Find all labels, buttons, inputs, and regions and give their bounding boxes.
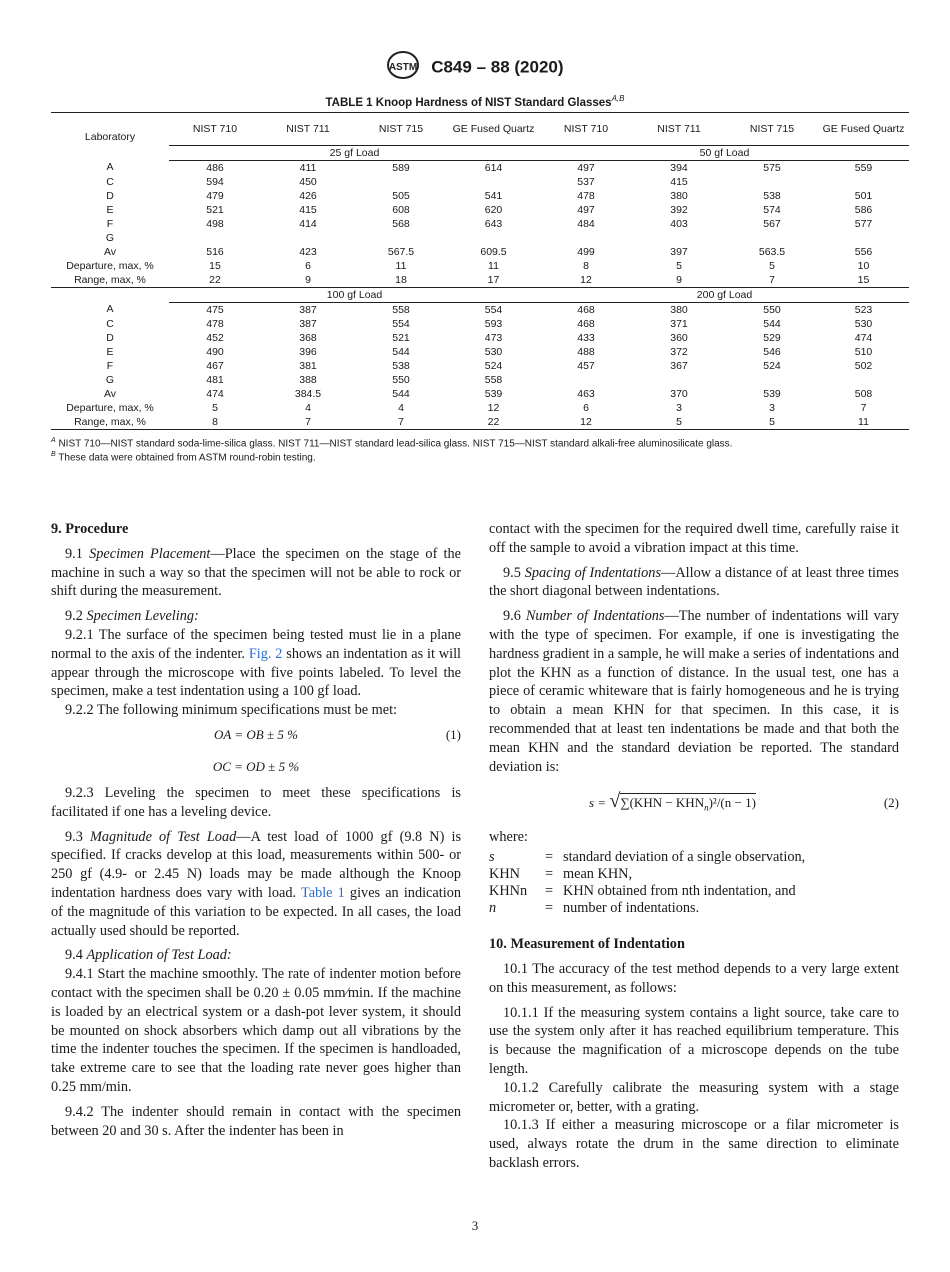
table-cell: 12: [540, 415, 632, 430]
table-cell: 5: [212, 401, 218, 414]
table-cell: 17: [487, 273, 500, 286]
table-footnote-b: $^B$ These data were obtained from ASTM round-robin testing.: [51, 451, 316, 464]
section-10-heading: 10. Measurement of Indentation: [489, 936, 685, 953]
table-cell: [632, 231, 726, 245]
table-cell: 516: [206, 245, 224, 258]
load-row: [51, 287, 909, 302]
table-cell: [726, 175, 818, 189]
table-cell: 368: [299, 331, 317, 344]
table-cell: 372: [670, 345, 688, 358]
row-label: F: [106, 359, 114, 372]
table-cell: [632, 373, 726, 387]
column-header: NIST 710: [192, 122, 238, 135]
table-cell: 544: [392, 345, 410, 358]
load-label-left: 100 gf Load: [169, 287, 540, 302]
table-cell: 530: [854, 317, 873, 330]
table-cell: 538: [763, 189, 781, 202]
table-cell: 575: [763, 161, 781, 174]
table-cell: 497: [577, 203, 595, 216]
table-cell: 3: [676, 401, 682, 414]
equation-1b: OC = OD ± 5 %: [212, 758, 300, 774]
table-row: [51, 245, 909, 259]
table-cell: 387: [299, 317, 317, 330]
page-header: [0, 50, 950, 85]
load-label-left: 25 gf Load: [169, 145, 540, 160]
table-cell: 478: [206, 317, 224, 330]
table-cell: 8: [169, 415, 261, 430]
astm-logo-icon: [386, 50, 420, 85]
left-column: [51, 520, 461, 1146]
table-cell: 567: [763, 217, 781, 230]
table-cell: 457: [577, 359, 595, 372]
table-cell: 609.5: [480, 245, 507, 258]
table-row: [51, 401, 909, 415]
definition-text: standard deviation of a single observation,: [563, 849, 806, 866]
table-cell: 392: [670, 203, 688, 216]
para-9-3: 9.3 Magnitude of Test Load—A test load of 1000 gf (9.8 N) is specified. If cracks develop at this load, measurements within 500- or 250 gf (4.9- or 2.45 N) loads may be made although the Knoop indentation hardness does vary with load. Table 1 gives an indication of the magnitude of this variation to be expected. In all cases, the load actually used should be reported.: [51, 828, 462, 939]
table-row: [51, 359, 909, 373]
para-9-2-1: 9.2.1 The surface of the specimen being tested must lie in a plane normal to the axis of the indenter. Fig. 2 shows an indentation as it will appear through the microscope with five points labeled. To level the specimen, make a test indentation using a 100 gf load.: [51, 626, 462, 700]
table-cell: 4: [398, 401, 404, 414]
load-label-right: 200 gf Load: [540, 287, 909, 302]
table-cell: 474: [206, 387, 224, 400]
definition-equals: =: [545, 866, 554, 883]
table-cell: [818, 175, 909, 189]
table-cell: 7: [355, 415, 447, 430]
column-header: GE Fused Quartz: [822, 122, 905, 135]
definition-symbol: n: [489, 900, 497, 917]
table-cell: 22: [209, 273, 221, 286]
table-cell: 450: [299, 175, 317, 188]
row-label: C: [106, 175, 114, 188]
table-row: [51, 302, 909, 317]
fig-2-link[interactable]: Fig. 2: [248, 645, 283, 662]
page-number: 3: [471, 1218, 479, 1233]
table-cell: 539: [763, 387, 781, 400]
load-label-right: 50 gf Load: [540, 145, 909, 160]
table-cell: 523: [854, 303, 873, 316]
para-9-4-2-cont: contact with the specimen for the required dwell time, carefully raise it off the sample to avoid a vibration impact at this time.: [489, 521, 899, 556]
table-row: [51, 160, 909, 175]
definition-equals: =: [545, 849, 554, 866]
table-cell: 499: [577, 245, 595, 258]
table-row: [51, 175, 909, 189]
row-label: F: [106, 217, 114, 230]
table-cell: 433: [577, 331, 595, 344]
table-cell: 360: [670, 331, 688, 344]
table-cell: 423: [299, 245, 317, 258]
table-cell: 481: [206, 373, 224, 386]
definition-symbol: KHN: [489, 866, 520, 883]
variable-definitions: [489, 849, 899, 917]
row-label: A: [106, 161, 114, 174]
table-cell: 9: [676, 273, 682, 286]
para-9-2: 9.2 Specimen Leveling:: [65, 608, 199, 625]
row-label: A: [106, 303, 114, 316]
table-row: [51, 373, 909, 387]
table-cell: 396: [299, 345, 317, 358]
table-cell: 15: [209, 259, 221, 272]
para-10-1-2: 10.1.2 Carefully calibrate the measuring system with a stage micrometer or, better, with a grating.: [489, 1079, 899, 1115]
table-row: [51, 231, 909, 245]
table-cell: 501: [854, 189, 873, 202]
table-cell: 546: [763, 345, 781, 358]
para-10-1: 10.1 The accuracy of the test method depends to a very large extent on this measurement, as follows:: [489, 960, 899, 996]
table-cell: 475: [206, 303, 224, 316]
para-9-2-2: 9.2.2 The following minimum specifications must be met:: [65, 702, 398, 719]
table-cell: 478: [577, 189, 595, 202]
table-cell: 608: [392, 203, 410, 216]
para-9-4: 9.4 Application of Test Load:: [65, 947, 232, 964]
row-label: Range, max, %: [51, 415, 169, 430]
table-cell: [818, 231, 909, 245]
table-cell: 497: [577, 161, 595, 174]
table-cell: 550: [763, 303, 781, 316]
table-row: [51, 345, 909, 359]
table-cell: [818, 373, 909, 387]
row-label: E: [106, 203, 114, 216]
table-row: [51, 317, 909, 331]
row-label: E: [106, 345, 114, 358]
equation-2: $s = √\sum(KHN - KHN_n)^2/(n - 1)$ (2): [589, 790, 899, 813]
column-header: NIST 715: [378, 122, 424, 135]
table-cell: 411: [299, 161, 317, 174]
para-9-5: 9.5 Spacing of Indentations—Allow a distance of at least three times the short diagonal between indentations.: [489, 564, 899, 600]
right-column: [489, 520, 899, 1173]
definition-row: [489, 900, 899, 917]
table-cell: 22: [447, 415, 540, 430]
table-cell: 11: [488, 259, 499, 272]
table-cell: 594: [206, 175, 224, 188]
para-9-4-2: 9.4.2 The indenter should remain in contact with the specimen between 20 and 30 s. After the indenter has been in: [51, 1103, 461, 1139]
row-label: Av: [103, 245, 117, 258]
column-header: Laboratory: [84, 131, 136, 143]
table-1-link[interactable]: Table 1: [300, 884, 345, 901]
table-cell: 380: [670, 189, 688, 202]
definition-text: KHN obtained from nth indentation, and: [563, 883, 796, 900]
table-cell: 394: [670, 161, 688, 174]
table-cell: [726, 373, 818, 387]
table-cell: 558: [392, 303, 410, 316]
table-cell: 414: [299, 217, 317, 230]
table-cell: 510: [854, 345, 873, 358]
table-cell: 586: [854, 203, 873, 216]
table-cell: 387: [299, 303, 317, 316]
table-cell: 5: [632, 415, 726, 430]
table-cell: [540, 231, 632, 245]
column-header: NIST 715: [749, 122, 795, 135]
definition-row: [489, 866, 899, 883]
definition-equals: =: [545, 900, 554, 917]
table-cell: 593: [484, 317, 503, 330]
table-cell: 11: [395, 259, 407, 272]
table-cell: 473: [484, 331, 503, 344]
row-label: G: [105, 373, 115, 386]
table-cell: [540, 373, 632, 387]
table-row: [51, 189, 909, 203]
table-cell: 554: [484, 303, 503, 316]
table-cell: 467: [206, 359, 224, 372]
section-9-heading: 9. Procedure: [51, 521, 129, 537]
table-row: [51, 203, 909, 217]
table-cell: 12: [580, 273, 592, 286]
table-cell: 498: [206, 217, 224, 230]
definition-equals: =: [545, 883, 554, 900]
table-cell: 559: [854, 161, 873, 174]
para-10-1-1: 10.1.1 If the measuring system contains a light source, take care to use the system only after it has reached equilibrium temperature. This is because the magnification of a microscope depends on the tube length.: [489, 1004, 899, 1077]
table-cell: 5: [726, 415, 818, 430]
para-9-2-3: 9.2.3 Leveling the specimen to meet these specifications is facilitated if one has a leveling device.: [51, 784, 461, 820]
table-cell: 474: [854, 331, 873, 344]
row-label: Departure, max, %: [66, 259, 154, 272]
row-label: Range, max, %: [74, 273, 146, 286]
table-cell: 537: [577, 175, 595, 188]
table-cell: 544: [763, 317, 781, 330]
table-cell: [355, 175, 447, 189]
table-cell: 556: [854, 245, 873, 258]
table-cell: 530: [484, 345, 503, 358]
table-cell: 11: [818, 415, 909, 430]
table-cell: 488: [577, 345, 595, 358]
row-label: C: [106, 317, 114, 330]
table-cell: 468: [577, 303, 595, 316]
table-cell: [447, 231, 540, 245]
table-cell: 381: [299, 359, 317, 372]
column-header: NIST 711: [657, 122, 701, 135]
table-cell: 426: [299, 189, 317, 202]
table-cell: [726, 231, 818, 245]
table-cell: 589: [392, 161, 410, 174]
table-cell: [169, 231, 261, 245]
table-cell: [355, 231, 447, 245]
table-cell: 15: [857, 273, 870, 286]
table-cell: 7: [261, 415, 355, 430]
table-cell: 541: [484, 189, 503, 202]
table-row: [51, 217, 909, 231]
table-cell: 6: [583, 401, 589, 414]
table-cell: 568: [392, 217, 410, 230]
table-cell: 550: [392, 373, 410, 386]
row-label: Departure, max, %: [66, 401, 154, 414]
table-cell: 479: [206, 189, 224, 202]
row-label: D: [106, 331, 114, 344]
table-cell: 5: [769, 259, 775, 272]
table-cell: 529: [763, 331, 781, 344]
table-cell: [261, 231, 355, 245]
para-10-1-3: 10.1.3 If either a measuring microscope or a filar micrometer is used, always rotate the drum in the same direction to eliminate backlash errors.: [489, 1117, 899, 1171]
table-cell: 577: [854, 217, 873, 230]
definition-text: number of indentations.: [563, 900, 700, 917]
para-9-1: 9.1 Specimen Placement—Place the specimen on the stage of the machine in such a way so that the specimen will not be able to rock or shift during the measurement.: [51, 545, 461, 600]
table-cell: 521: [392, 331, 410, 344]
table-cell: 524: [484, 359, 503, 372]
para-9-6: 9.6 Number of Indentations—The number of indentations will vary with the type of specimen. For example, if one is investigating the hardness gradient in a sample, he will make a series of indentations and plot the KHN as a function of distance. In the usual test, one has a piece of ceramic whiteware that is fairly homogeneous and he is trying to obtain a mean KHN for that specimen. In this case, it is recommended that at least ten indentations be made and that both the mean KHN and the standard deviation be reported. The standard deviation is:: [489, 608, 899, 775]
table-cell: 6: [305, 259, 311, 272]
definition-row: [489, 849, 899, 866]
table-cell: 502: [854, 359, 873, 372]
row-label: D: [106, 189, 114, 202]
table-cell: 388: [299, 373, 317, 386]
table-cell: 544: [392, 387, 410, 400]
load-spacer: [51, 287, 169, 302]
table-cell: 539: [484, 387, 503, 400]
table-cell: 468: [577, 317, 595, 330]
table-cell: 384.5: [294, 387, 322, 400]
table-cell: 10: [857, 259, 870, 272]
table-cell: 415: [670, 175, 688, 188]
table-cell: 452: [206, 331, 224, 344]
table-cell: 9: [305, 273, 311, 286]
table-cell: 397: [670, 245, 688, 258]
standard-code: C849 – 88 (2020): [431, 57, 564, 77]
table-cell: 7: [860, 401, 867, 414]
para-9-4-1: 9.4.1 Start the machine smoothly. The rate of indenter motion before contact with the specimen shall be 0.20 ± 0.05 mm⁄min. If the machine is loaded by an electrical system or a dash-pot lever system, it should be mounted on shock absorbers which damp out all vibrations by the time the indenter touches the specimen. If the specimen is handloaded, take extreme care to see that the loading rate never goes higher than 0.25 mm/min.: [51, 966, 461, 1095]
table-cell: 7: [769, 273, 775, 286]
table-cell: 521: [206, 203, 224, 216]
table-cell: 12: [487, 401, 500, 414]
table-cell: 643: [484, 217, 503, 230]
table-cell: 563.5: [758, 245, 786, 258]
table-cell: 403: [670, 217, 688, 230]
table-cell: 505: [392, 189, 410, 202]
table-cell: 486: [206, 161, 224, 174]
table-cell: 8: [583, 259, 589, 272]
knoop-hardness-table: [51, 112, 909, 430]
definition-symbol: s: [489, 849, 495, 866]
svg-text:ASTM: ASTM: [389, 62, 418, 73]
table-footnote-a: $^A$ NIST 710—NIST standard soda-lime-silica glass. NIST 711—NIST standard lead-silica glass. NIST 715—NIST standard alkali-free aluminosilicate glass.: [51, 437, 733, 450]
load-spacer: [51, 145, 169, 160]
table-cell: 614: [484, 161, 503, 174]
table-cell: [447, 175, 540, 189]
table-cell: 524: [763, 359, 781, 372]
table-caption: TABLE 1 Knoop Hardness of NIST Standard Glasses$^{A,B}$: [325, 94, 625, 109]
table-cell: 508: [854, 387, 873, 400]
row-label: G: [105, 231, 115, 244]
table-cell: 3: [769, 401, 775, 414]
definition-row: [489, 883, 899, 900]
table-cell: 463: [577, 387, 595, 400]
column-header: NIST 711: [286, 122, 330, 135]
row-label: Av: [103, 387, 117, 400]
table-cell: 370: [670, 387, 688, 400]
table-cell: 490: [206, 345, 224, 358]
table-cell: 538: [392, 359, 410, 372]
where-label: where:: [489, 829, 528, 846]
definition-text: mean KHN,: [563, 866, 633, 883]
table-cell: 4: [305, 401, 311, 414]
table-cell: 567.5: [387, 245, 415, 258]
table-cell: 554: [392, 317, 410, 330]
load-row: [51, 145, 909, 160]
table-cell: 371: [670, 317, 688, 330]
table-cell: 484: [577, 217, 595, 230]
table-cell: 415: [299, 203, 317, 216]
table-row: [51, 387, 909, 401]
table-cell: 367: [670, 359, 688, 372]
table-cell: 558: [484, 373, 503, 386]
table-row: [51, 259, 909, 273]
table-cell: 380: [670, 303, 688, 316]
table-cell: 574: [763, 203, 781, 216]
table-row: [51, 331, 909, 345]
table-row: [51, 273, 909, 288]
column-header: GE Fused Quartz: [452, 122, 535, 135]
table-cell: 5: [676, 259, 682, 272]
equation-1: OA = OB ± 5 % (1): [214, 726, 461, 742]
definition-symbol: KHNn: [489, 883, 528, 900]
table-cell: 620: [484, 203, 503, 216]
table-row: [51, 415, 909, 430]
table-cell: 18: [395, 273, 407, 286]
column-header: NIST 710: [563, 122, 609, 135]
